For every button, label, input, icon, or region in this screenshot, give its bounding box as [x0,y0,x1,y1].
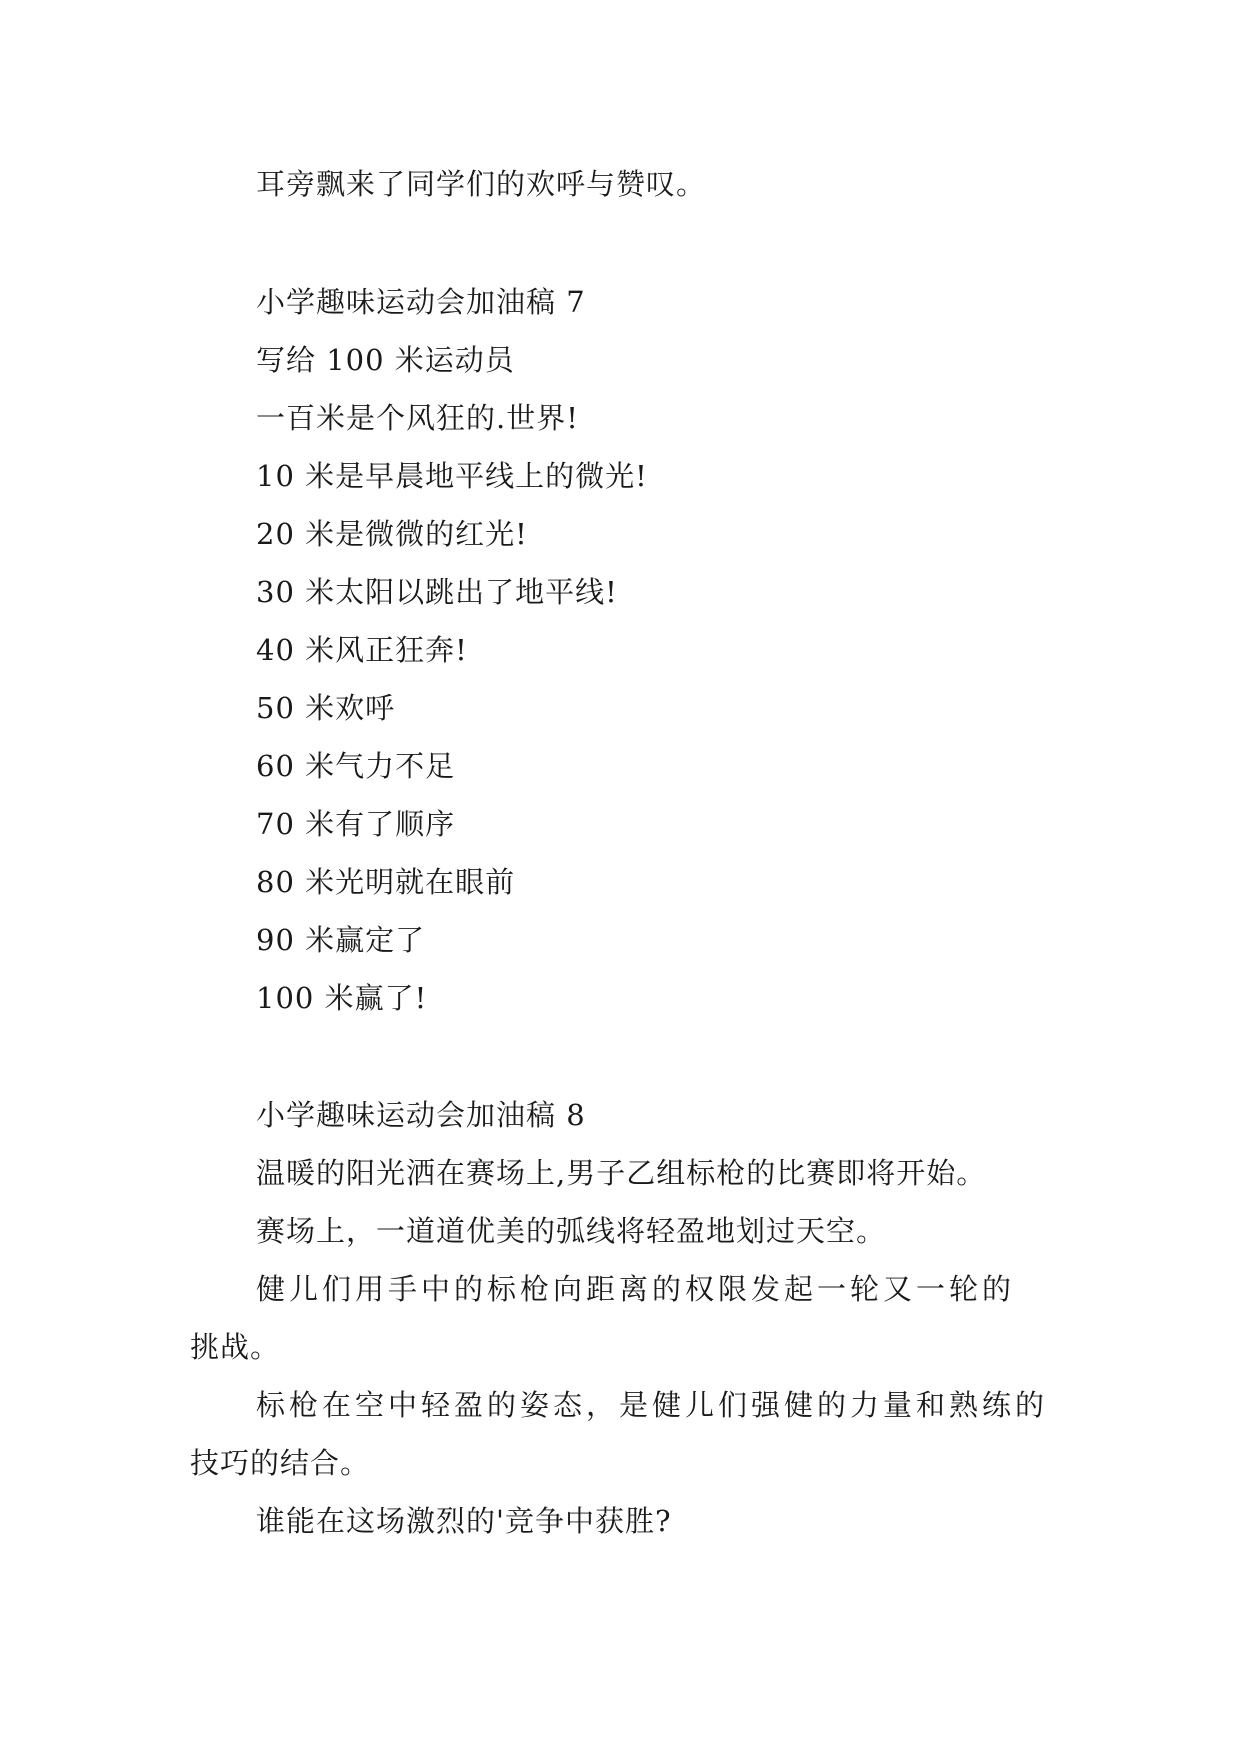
section-7-line: 50 米欢呼 [256,691,396,725]
section-7-heading: 小学趣味运动会加油稿 7 [256,285,586,319]
section-8-paragraph-2: 赛场上，一道道优美的弧线将轻盈地划过天空。 [256,1214,887,1248]
section-7-line: 写给 100 米运动员 [256,343,515,377]
section-8-paragraph-3: 健儿们用手中的标枪向距离的权限发起一轮又一轮的 [256,1272,1016,1306]
section-8-heading: 小学趣味运动会加油稿 8 [256,1098,586,1132]
section-7-line: 60 米气力不足 [256,749,456,783]
section-7-line: 10 米是早晨地平线上的微光! [256,459,648,493]
section-7-line: 80 米光明就在眼前 [256,865,516,899]
section-7-line: 90 米赢定了 [256,923,426,957]
section-7-line: 20 米是微微的红光! [256,517,528,551]
intro-line: 耳旁飘来了同学们的欢呼与赞叹。 [256,167,707,201]
section-8-paragraph-3-continued: 挑战。 [190,1330,281,1364]
section-7-line: 40 米风正狂奔! [256,633,468,667]
section-7-line: 100 米赢了! [256,981,428,1015]
section-8-paragraph-4-continued: 技巧的结合。 [190,1446,371,1480]
section-8-paragraph-1: 温暖的阳光洒在赛场上,男子乙组标枪的比赛即将开始。 [256,1156,987,1190]
section-8-paragraph-4: 标枪在空中轻盈的姿态，是健儿们强健的力量和熟练的 [256,1388,1049,1422]
section-7-line: 30 米太阳以跳出了地平线! [256,575,618,609]
section-7-line: 一百米是个风狂的.世界! [256,401,579,435]
section-8-paragraph-5: 谁能在这场激烈的'竞争中获胜? [256,1504,672,1538]
section-7-line: 70 米有了顺序 [256,807,456,841]
